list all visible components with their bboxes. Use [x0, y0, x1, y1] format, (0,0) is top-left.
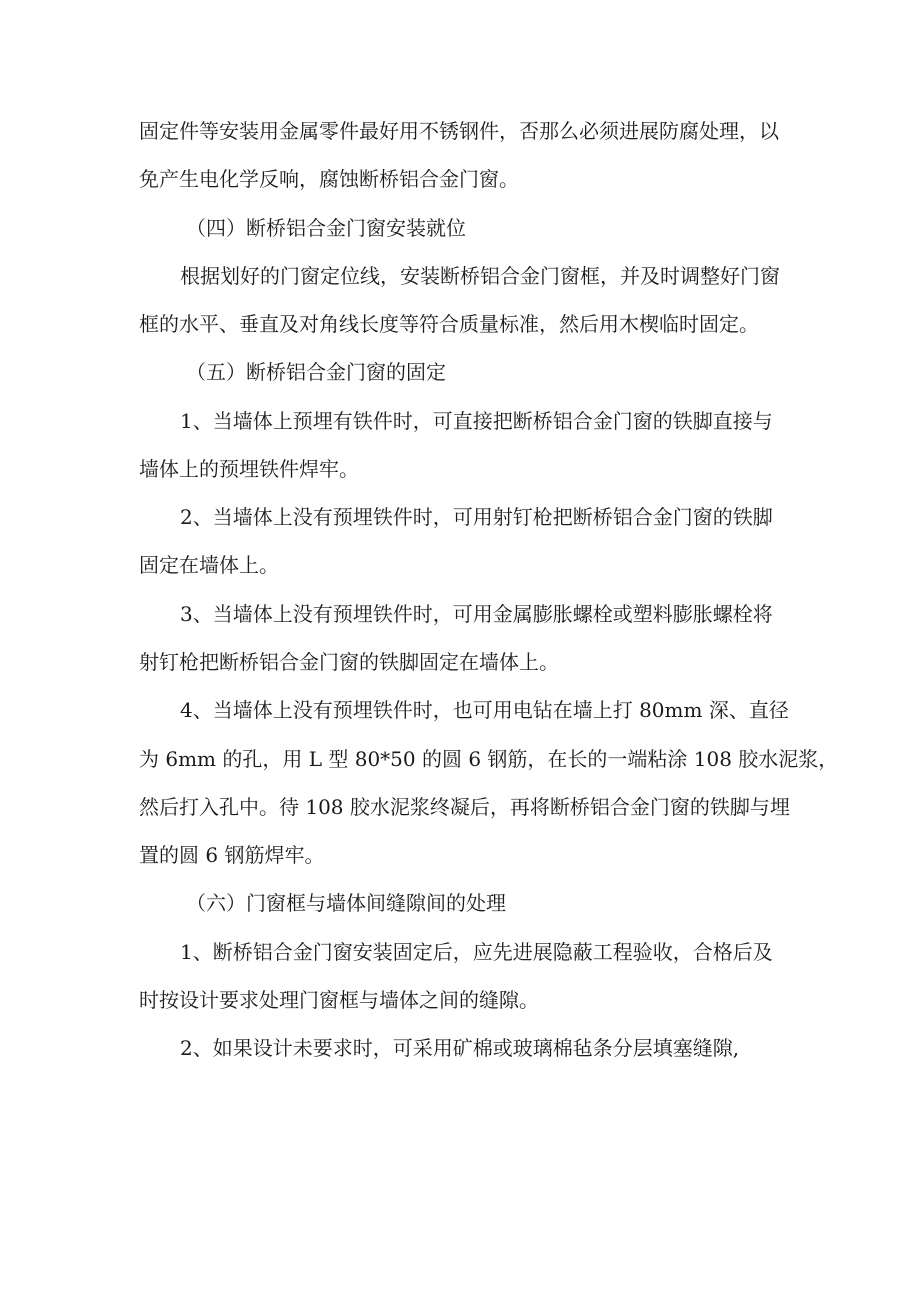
paragraph-line: 3、当墙体上没有预埋铁件时，可用金属膨胀螺栓或塑料膨胀螺栓将: [180, 602, 773, 626]
paragraph-line: 然后打入孔中。待 108 胶水泥浆终凝后，再将断桥铝合金门窗的铁脚与埋: [139, 795, 790, 819]
section-heading-4: （四）断桥铝合金门窗安装就位: [186, 216, 466, 240]
paragraph-line: 固定在墙体上。: [139, 553, 279, 577]
paragraph-line: 为 6mm 的孔，用 L 型 80*50 的圆 6 钢筋，在长的一端粘涂 108 胶水泥浆，: [139, 747, 839, 771]
paragraph-line: 置的圆 6 钢筋焊牢。: [139, 843, 325, 867]
paragraph-line: 1、当墙体上预埋有铁件时，可直接把断桥铝合金门窗的铁脚直接与: [180, 409, 773, 433]
paragraph-line: 2、如果设计未要求时，可采用矿棉或玻璃棉毡条分层填塞缝隙,: [180, 1036, 740, 1060]
paragraph-line: 固定件等安装用金属零件最好用不锈钢件，否那么必须进展防腐处理，以: [139, 119, 779, 143]
paragraph-line: 2、当墙体上没有预埋铁件时，可用射钉枪把断桥铝合金门窗的铁脚: [180, 505, 773, 529]
section-heading-5: （五）断桥铝合金门窗的固定: [186, 360, 446, 384]
paragraph-line: 墙体上的预埋铁件焊牢。: [139, 457, 359, 481]
paragraph-line: 4、当墙体上没有预埋铁件时，也可用电钻在墙上打 80mm 深、直径: [180, 698, 789, 722]
paragraph-line: 时按设计要求处理门窗框与墙体之间的缝隙。: [139, 988, 539, 1012]
paragraph-line: 免产生电化学反响，腐蚀断桥铝合金门窗。: [139, 167, 519, 191]
section-heading-6: （六）门窗框与墙体间缝隙间的处理: [186, 891, 506, 915]
paragraph-line: 根据划好的门窗定位线，安装断桥铝合金门窗框，并及时调整好门窗: [180, 264, 780, 288]
paragraph-line: 射钉枪把断桥铝合金门窗的铁脚固定在墙体上。: [139, 650, 559, 674]
paragraph-line: 框的水平、垂直及对角线长度等符合质量标准，然后用木楔临时固定。: [139, 312, 759, 336]
paragraph-line: 1、断桥铝合金门窗安装固定后，应先进展隐蔽工程验收，合格后及: [180, 940, 773, 964]
